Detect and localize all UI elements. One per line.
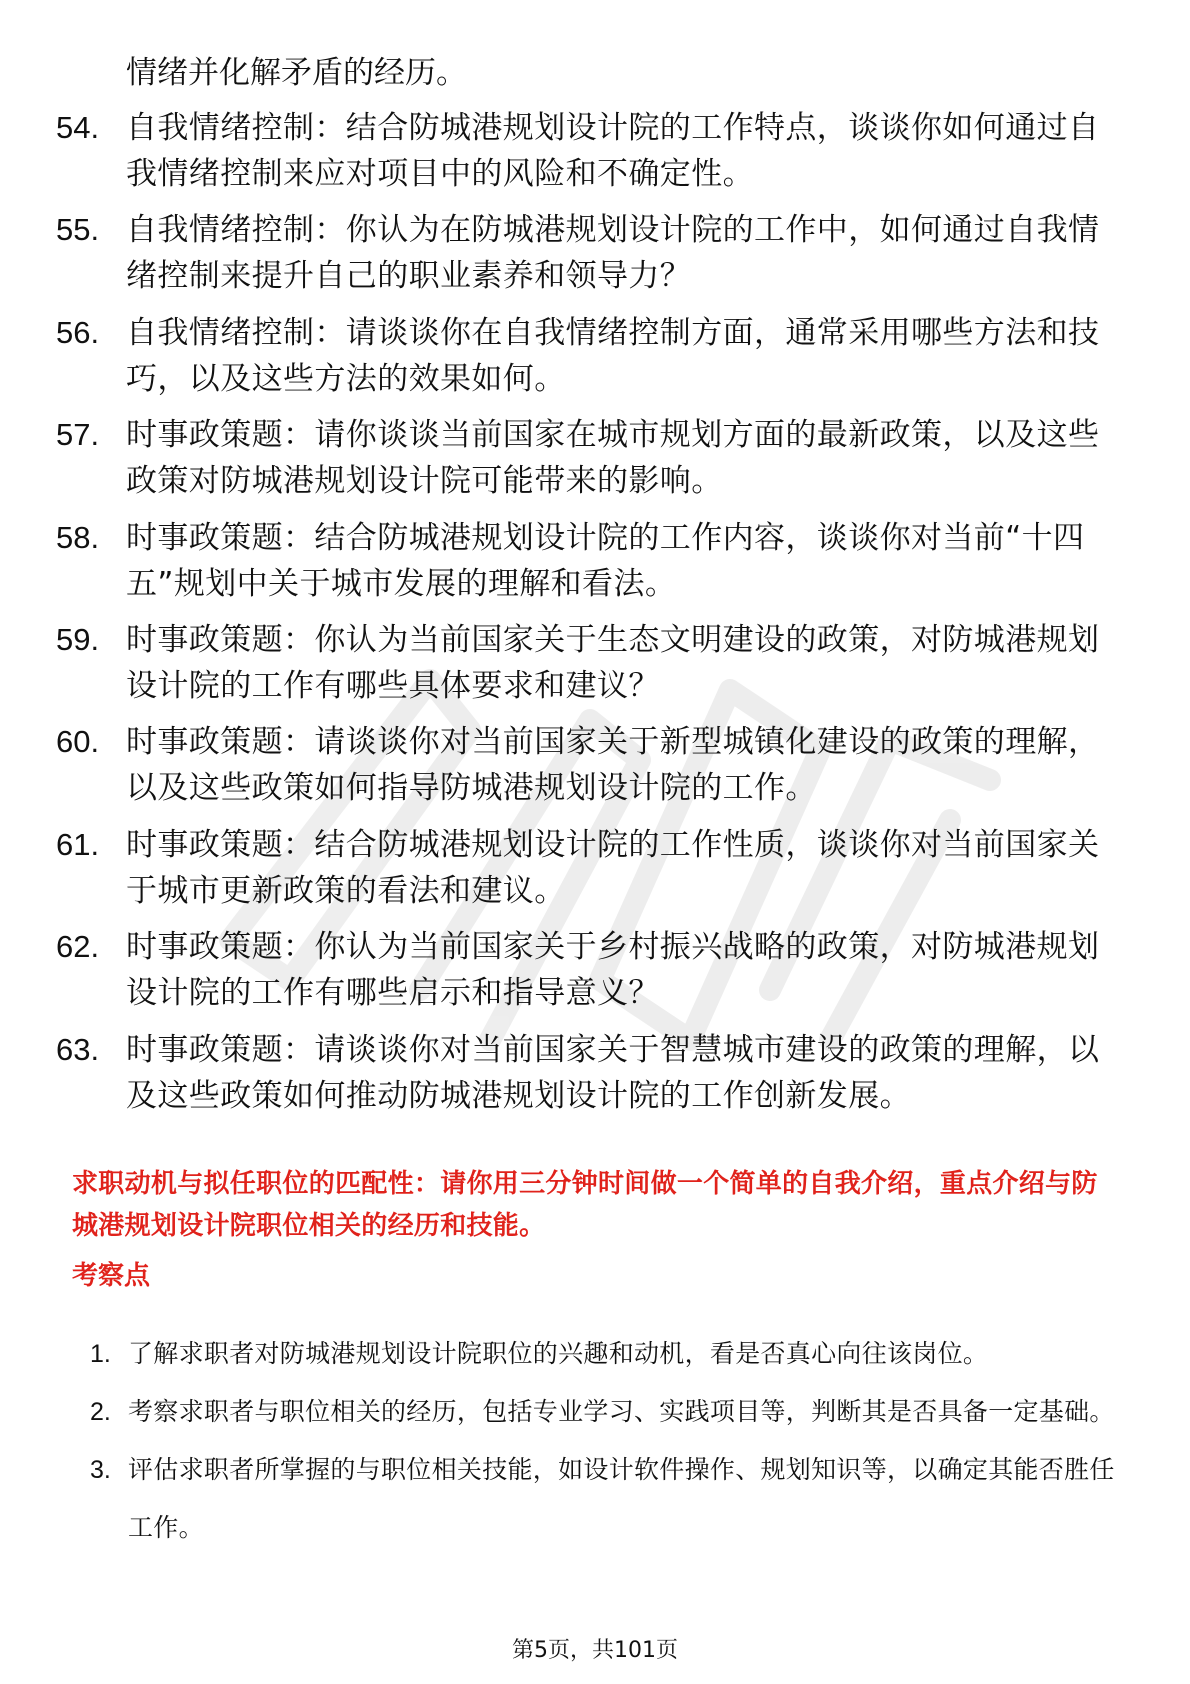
point-text: 考察求职者与职位相关的经历，包括专业学习、实践项目等，判断其是否具备一定基础。	[128, 1397, 1115, 1426]
item-text: 时事政策题：你认为当前国家关于乡村振兴战略的政策，对防城港规划设计院的工作有哪些启示和指导意义？	[126, 929, 1100, 1012]
point-number: 3.	[90, 1456, 111, 1484]
question-list	[56, 105, 1116, 1129]
section-title: 求职动机与拟任职位的匹配性：请你用三分钟时间做一个简单的自我介绍，重点介绍与防城港规划设计院职位相关的经历和技能。	[72, 1169, 1098, 1241]
item-number: 61.	[56, 826, 100, 862]
item-number: 60.	[56, 724, 100, 760]
list-item	[56, 617, 1116, 709]
item-number: 59.	[56, 621, 100, 657]
item-number: 55.	[56, 212, 100, 248]
point-text: 评估求职者所掌握的与职位相关技能，如设计软件操作、规划知识等，以确定其能否胜任工作。	[128, 1455, 1115, 1542]
list-item	[56, 719, 1116, 811]
list-item	[56, 310, 1116, 402]
item-number: 63.	[56, 1031, 100, 1067]
item-text: 时事政策题：请你谈谈当前国家在城市规划方面的最新政策，以及这些政策对防城港规划设计院可能带来的影响。	[126, 417, 1100, 500]
item-text: 时事政策题：请谈谈你对当前国家关于智慧城市建设的政策的理解，以及这些政策如何推动防城港规划设计院的工作创新发展。	[126, 1031, 1100, 1114]
list-item	[56, 105, 1116, 197]
list-item	[56, 822, 1116, 914]
item-text: 时事政策题：请谈谈你对当前国家关于新型城镇化建设的政策的理解，以及这些政策如何指导防城港规划设计院的工作。	[126, 724, 1100, 807]
list-item	[56, 1027, 1116, 1119]
point-number: 1.	[90, 1340, 111, 1368]
list-item	[56, 924, 1116, 1016]
continuation-text: 情绪并化解矛盾的经历。	[126, 55, 467, 91]
item-number: 58.	[56, 519, 100, 555]
item-number: 54.	[56, 110, 100, 145]
point-text: 了解求职者对防城港规划设计院职位的兴趣和动机，看是否真心向往该岗位。	[128, 1339, 989, 1368]
point-number: 2.	[90, 1398, 111, 1426]
list-item	[90, 1441, 1130, 1557]
list-item	[56, 515, 1116, 607]
list-item	[90, 1325, 1130, 1383]
item-number: 56.	[56, 314, 100, 350]
page-footer: 第5页，共101页	[512, 1638, 678, 1663]
item-text: 自我情绪控制：你认为在防城港规划设计院的工作中，如何通过自我情绪控制来提升自己的职业素养和领导力？	[126, 212, 1100, 295]
section-subtitle: 考察点	[72, 1261, 151, 1291]
item-text: 时事政策题：结合防城港规划设计院的工作内容，谈谈你对当前“十四五”规划中关于城市发展的理解和看法。	[126, 519, 1085, 602]
list-item	[90, 1383, 1130, 1441]
list-item	[56, 412, 1116, 504]
item-text: 自我情绪控制：请谈谈你在自我情绪控制方面，通常采用哪些方法和技巧，以及这些方法的效果如何。	[126, 314, 1100, 397]
item-text: 自我情绪控制：结合防城港规划设计院的工作特点，谈谈你如何通过自我情绪控制来应对项目中的风险和不确定性。	[126, 110, 1100, 192]
item-number: 57.	[56, 417, 100, 453]
item-text: 时事政策题：结合防城港规划设计院的工作性质，谈谈你对当前国家关于城市更新政策的看法和建议。	[126, 826, 1100, 909]
item-number: 62.	[56, 929, 100, 965]
list-item	[56, 207, 1116, 299]
item-text: 时事政策题：你认为当前国家关于生态文明建设的政策，对防城港规划设计院的工作有哪些具体要求和建议？	[126, 621, 1100, 704]
assessment-points-list	[90, 1325, 1130, 1557]
